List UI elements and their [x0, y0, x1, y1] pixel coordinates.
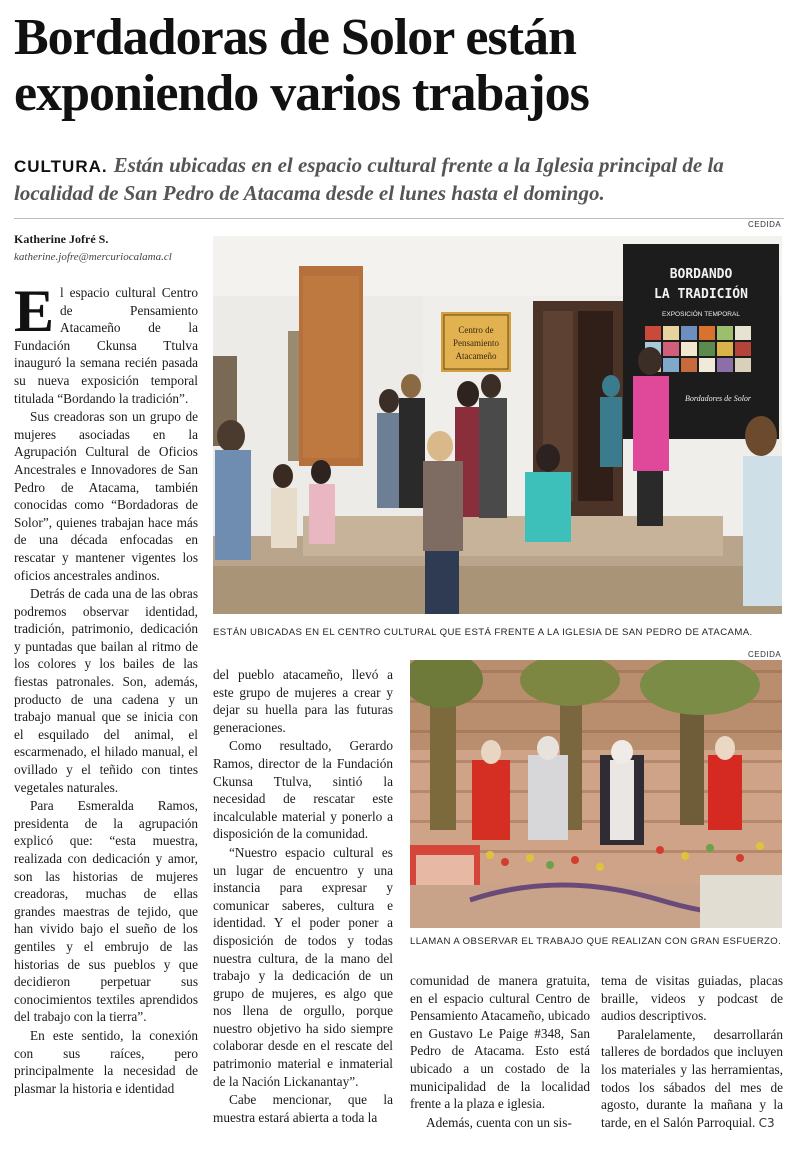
svg-text:EXPOSICIÓN TEMPORAL: EXPOSICIÓN TEMPORAL — [662, 311, 740, 318]
byline — [14, 232, 204, 263]
svg-text:BORDANDO: BORDANDO — [669, 267, 733, 282]
photo-embroidery-image — [410, 660, 782, 928]
photo-cultural-center — [213, 236, 782, 614]
article-paragraph: Para Esmeralda Ramos, presidenta de la agrupación explicó que: “esta muestra, realizada con dedicación y amor, son las historias de mujeres creadoras, muchas de ellas grandes maestras de tejido, que han vivido bajo el sueño de los gentiles y el embrujo de las historias de sus pueblos y que decidieron perpetuar sus conocimientos textiles aprendidos del trabajo con la tierra”. — [14, 798, 198, 1025]
svg-text:LA TRADICIÓN: LA TRADICIÓN — [654, 287, 748, 302]
article-paragraph: Paralelamente, desarrollarán talleres de bordados que incluyen los materiales y las herramientas, todos los sábados del mes de agosto, durante la mañana y la tarde, en el Salón Parroquial. C3 — [601, 1026, 783, 1130]
headline-line-2: exponiendo varios trabajos — [14, 65, 589, 122]
article-paragraph: del pueblo atacameño, llevó a este grupo de mujeres a crear y dejar su huella para las futuras generaciones. — [213, 667, 393, 735]
article-column-4 — [601, 972, 783, 1133]
author-name: Katherine Jofré S. — [14, 232, 109, 246]
article-column-3 — [410, 972, 590, 1132]
deck — [14, 152, 784, 207]
divider — [14, 218, 784, 219]
article-paragraph: El espacio cultural Centro de Pensamiento Atacameño de la Fundación Ckunsa Ttulva inauguró la semana recién pasada su nueva exposición temporal titulada “Bordando la tradición”. — [14, 278, 198, 406]
svg-text:Pensamiento: Pensamiento — [453, 338, 499, 348]
article-paragraph: tema de visitas guiadas, placas braille, videos y podcast de audios descriptivos. — [601, 973, 783, 1024]
headline-line-1: Bordadoras de Solor están — [14, 9, 576, 66]
article-paragraph: Además, cuenta con un sis- — [426, 1114, 572, 1130]
article-paragraph: Detrás de cada una de las obras podremos observar identidad, tradición, patrimonio, dedicación y puntadas que bailan al ritmo de los colores y los bailes de las fiestas patronales. Son, además, producto de una cadena y un trabajo manual que se inicia con el esquilado del animal, el escarmenado, el hilado manual, el ovillado y el teñido con tintes vegetales naturales. — [14, 586, 198, 795]
article-paragraph: En este sentido, la conexión con sus raíces, pero principalmente la necesidad de plasmar la historia e identidad — [14, 1027, 198, 1096]
article-paragraph: “Nuestro espacio cultural es un lugar de encuentro y una instancia para expresar y comunicar saberes, cultura e identidad. Y el poder poner a disposición de todos y todas nuestra cultura, de la mano del trabajo y la dedicación de un grupo de mujeres, es algo que nos llena de orgullo, porque nuestro objetivo ha sido siempre colaborar desde en el rescate del patrimonio material e inmaterial de la Nación Lickanantay”. — [213, 844, 393, 1089]
photo-caption-2: LLAMAN A OBSERVAR EL TRABAJO QUE REALIZAN CON GRAN ESFUERZO. — [410, 936, 782, 947]
section-kicker: CULTURA. — [14, 157, 108, 176]
deck-text: Están ubicadas en el espacio cultural frente a la Iglesia principal de la localidad de San Pedro de Atacama desde el lunes hasta el domingo. — [14, 153, 724, 205]
article-column-2 — [213, 666, 393, 1127]
photo-embroidery — [410, 660, 782, 928]
drop-cap: E — [14, 278, 55, 344]
article-paragraph: Sus creadoras son un grupo de mujeres asociadas en la Agrupación Cultural de Oficios Ancestrales e Innovadores de San Pedro de Atacama, también conocidas como “Bordadoras de Solor”, quienes trabajan hace más de una década enfocadas en rescatar y mantener vigentes los oficios ancestrales andinos. — [14, 409, 198, 583]
svg-text:Atacameño: Atacameño — [455, 351, 497, 361]
svg-text:Bordadores de Solor: Bordadores de Solor — [684, 394, 752, 403]
photo-caption-1: ESTÁN UBICADAS EN EL CENTRO CULTURAL QUE ESTÁ FRENTE A LA IGLESIA DE SAN PEDRO DE ATACAMA. — [213, 627, 753, 638]
article-paragraph: Cabe mencionar, que la muestra estará abierta a toda la — [213, 1092, 393, 1125]
headline — [14, 10, 784, 122]
photo-credit-1: CEDIDA — [748, 220, 782, 229]
photo-cultural-center-image — [213, 236, 782, 614]
article-paragraph: Como resultado, Gerardo Ramos, director de la Fundación Ckunsa Ttulva, sintió la necesidad de rescatar este incalculable material y ponerlo a disposición de la comunidad. — [213, 738, 393, 842]
end-mark: C3 — [758, 1115, 775, 1130]
photo-credit-2: CEDIDA — [748, 650, 782, 659]
article-column-1 — [14, 278, 198, 1098]
author-email[interactable]: katherine.jofre@mercuriocalama.cl — [14, 251, 172, 263]
article-paragraph: comunidad de manera gratuita, en el espacio cultural Centro de Pensamiento Atacameño, ubicado en Gustavo Le Paige #348, San Pedro de Atacama. Esto está ubicado a un costado de la municipalidad de la localidad frente a la plaza e iglesia. — [410, 973, 590, 1112]
svg-text:Centro de: Centro de — [458, 325, 494, 335]
